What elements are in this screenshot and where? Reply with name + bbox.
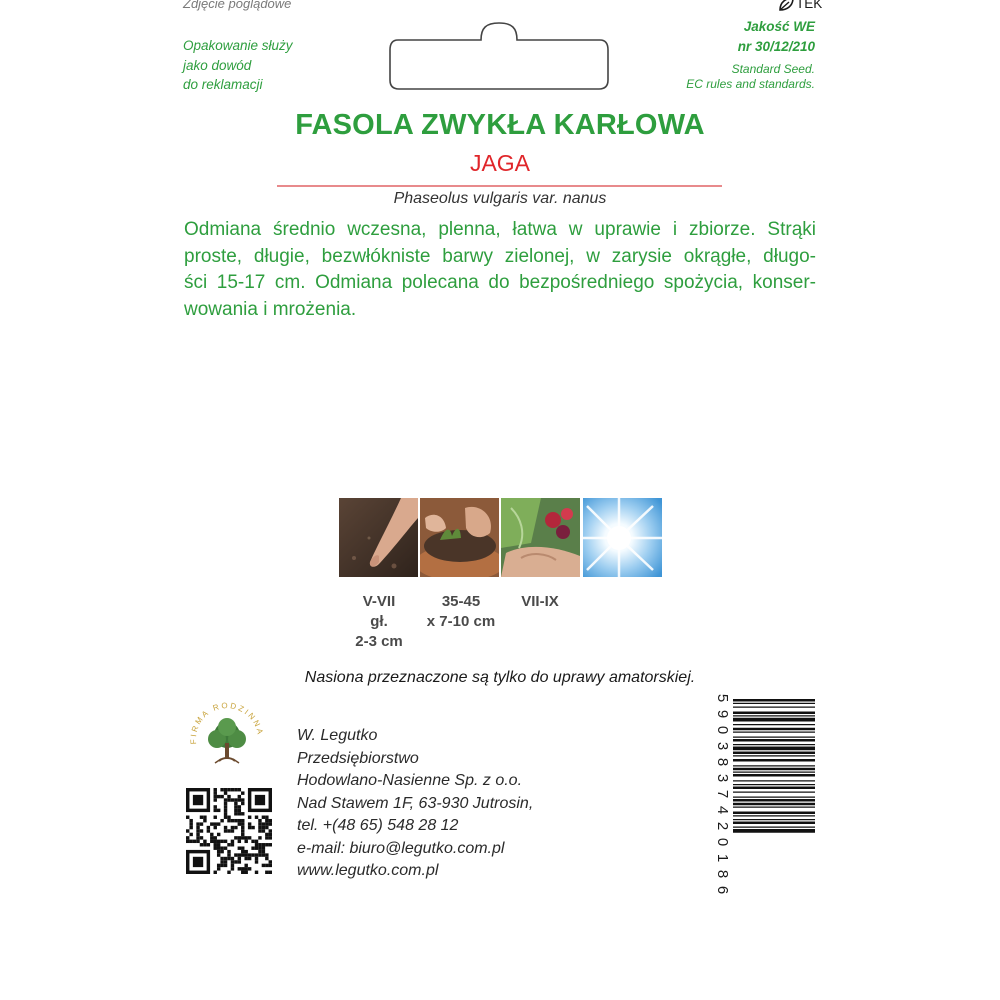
sowing-caption-line: 2-3 cm	[355, 633, 403, 650]
address-line: W. Legutko	[297, 727, 378, 744]
tree-icon	[208, 718, 246, 763]
barcode-digit: 3	[714, 773, 731, 783]
barcode-digit: 0	[714, 725, 731, 735]
tek-text: TEK	[796, 0, 823, 11]
address-line: e-mail: biuro@legutko.com.pl	[297, 839, 505, 857]
harvest-caption	[510, 592, 570, 612]
sowing-hand-icon	[339, 498, 418, 577]
address-line: Hodowlano-Nasienne Sp. z o.o.	[297, 772, 523, 789]
full-sun-icon	[583, 498, 662, 577]
sowing-caption	[349, 592, 409, 652]
quality-line: nr 30/12/210	[737, 39, 815, 54]
standard-line: Standard Seed.	[731, 62, 815, 76]
harvest-caption-line: VII-IX	[521, 593, 559, 610]
planting-hands-icon	[420, 498, 499, 577]
photo-note: Zdjęcie poglądowe	[183, 0, 292, 11]
leaf-icon	[778, 0, 794, 11]
address-line: Nad Stawem 1F, 63-930 Jutrosin,	[297, 794, 534, 812]
hanger-hole-icon	[388, 20, 610, 92]
address-line: tel. +(48 65) 548 28 12	[297, 817, 459, 834]
company-address	[297, 725, 533, 883]
address-line: Przedsiębiorstwo	[297, 749, 419, 767]
product-description	[184, 217, 816, 323]
barcode-digit: 6	[714, 885, 731, 895]
barcode-digit: 2	[714, 821, 731, 831]
barcode	[733, 699, 815, 877]
description-line: ści 15-17 cm. Odmiana polecana do bezpośredniego spożycia, konser-	[184, 272, 816, 293]
complaint-note	[183, 36, 353, 95]
complaint-line: jako dowód	[183, 57, 252, 73]
barcode-digit: 1	[714, 853, 731, 863]
spacing-caption	[421, 592, 501, 632]
spacing-caption-line: 35-45	[441, 593, 481, 610]
barcode-digit: 8	[714, 869, 731, 879]
tek-logo	[778, 0, 822, 11]
standard-note	[686, 62, 815, 92]
barcode-digits	[712, 690, 732, 895]
variety-name: JAGA	[469, 150, 531, 176]
spacing-caption-line: x 7-10 cm	[426, 613, 496, 630]
barcode-digit: 8	[714, 757, 731, 767]
complaint-line: do reklamacji	[183, 77, 263, 92]
description-line: Odmiana średnio wczesna, plenna, łatwa w uprawie i zbiorze. Strąki	[184, 219, 816, 240]
description-line: proste, długie, bezwłókniste barwy zielonej, w zarysie okrągłe, długo-	[184, 245, 816, 267]
barcode-digit: 7	[714, 789, 731, 799]
qr-code	[186, 788, 272, 874]
barcode-digit: 0	[714, 837, 731, 847]
address-line: www.legutko.com.pl	[297, 862, 439, 879]
sowing-caption-line: V-VII	[362, 593, 396, 610]
barcode-digit: 5	[714, 693, 731, 703]
standard-line: EC rules and standards.	[686, 77, 815, 91]
barcode-digit: 9	[714, 709, 731, 719]
title-divider	[277, 185, 722, 187]
quality-line: Jakość WE	[743, 19, 815, 34]
barcode-digit: 3	[714, 741, 731, 751]
complaint-line: Opakowanie służy	[183, 38, 293, 53]
description-line: wowania i mrożenia.	[184, 298, 357, 320]
harvest-vegetables-icon	[501, 498, 580, 577]
latin-name: Phaseolus vulgaris var. nanus	[393, 190, 607, 207]
product-title: FASOLA ZWYKŁA KARŁOWA	[295, 109, 705, 141]
sowing-caption-line: gł.	[370, 613, 388, 630]
family-company-logo	[185, 697, 269, 781]
quality-label	[738, 17, 815, 57]
logo-text: FIRMA RODZINNA	[188, 701, 265, 745]
barcode-digit: 4	[714, 805, 731, 815]
amateur-use-note: Nasiona przeznaczone są tylko do uprawy amatorskiej.	[304, 669, 696, 686]
